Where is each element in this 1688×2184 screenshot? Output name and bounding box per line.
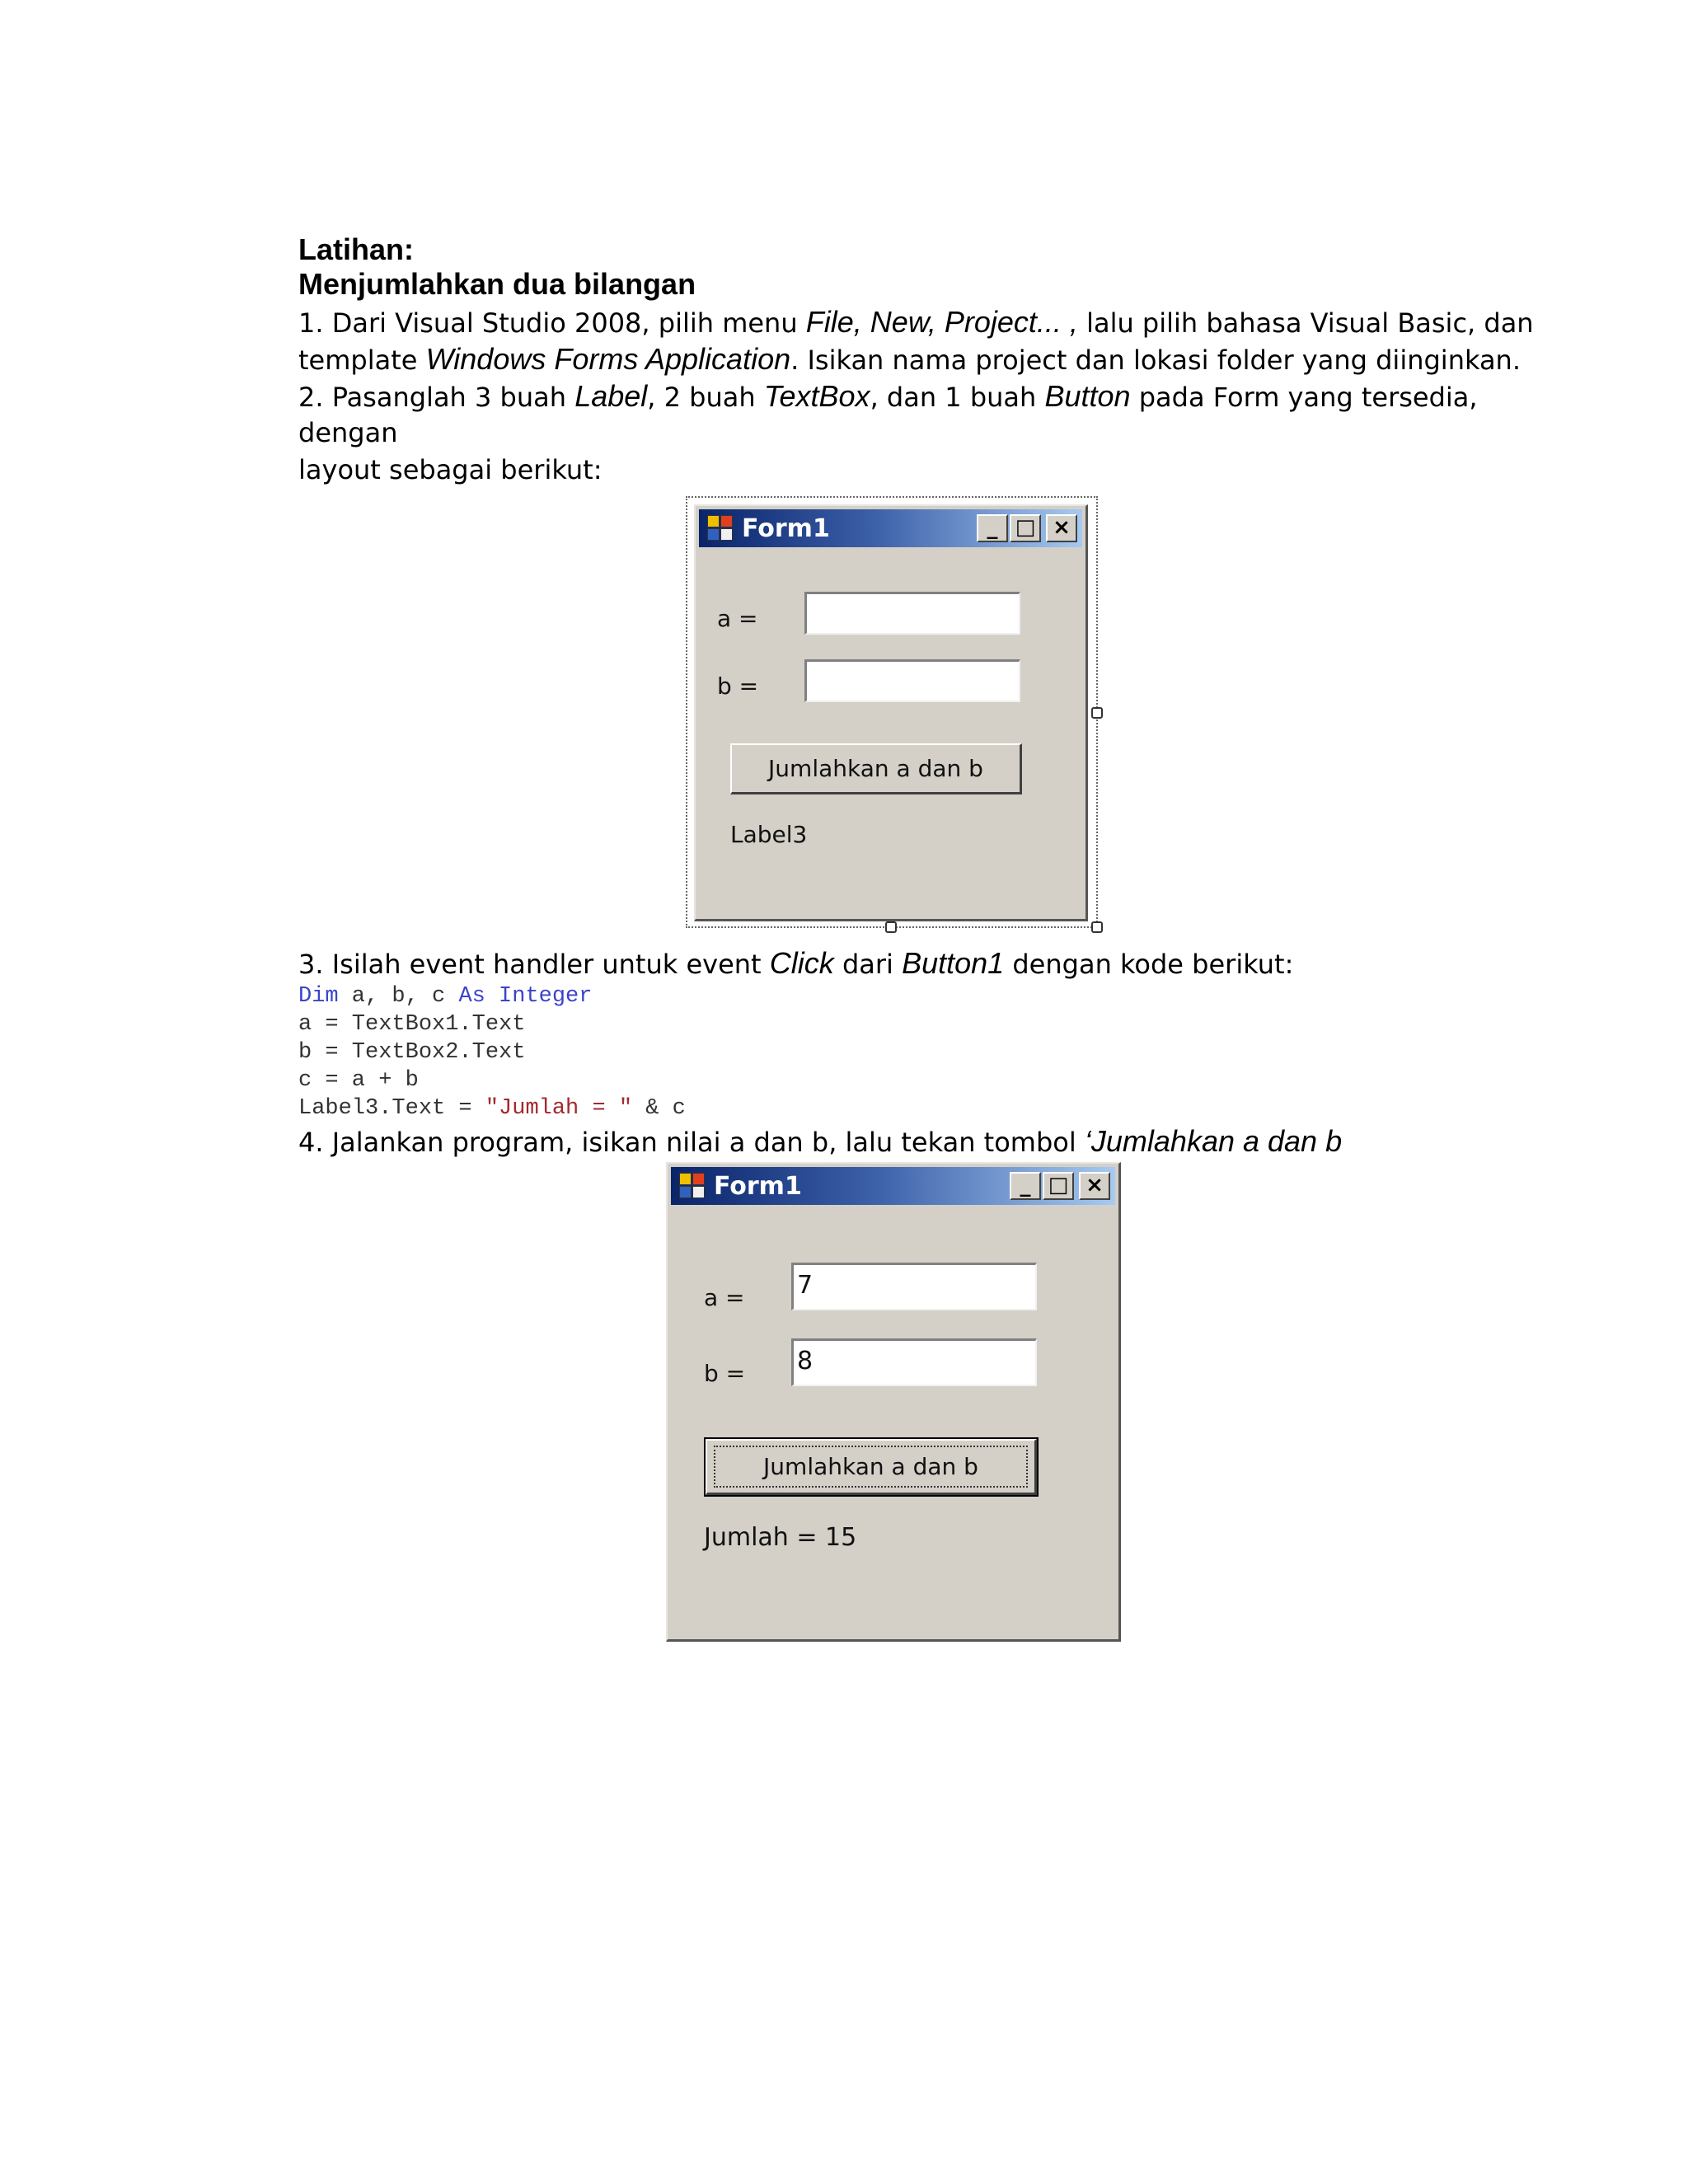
- button1-label: Jumlahkan a dan b: [768, 755, 983, 782]
- resize-handle-bottom[interactable]: [885, 921, 897, 933]
- heading-title: Menjumlahkan dua bilangan: [298, 267, 696, 301]
- form1-title: Form1: [742, 513, 830, 543]
- form-app-icon: [706, 513, 735, 543]
- step1-line2: [298, 340, 1521, 379]
- resize-handle-corner[interactable]: [1091, 921, 1103, 933]
- textbox1[interactable]: 7: [791, 1263, 1037, 1310]
- step2-text-b: , 2 buah: [647, 382, 764, 413]
- step3-text-b: dari: [833, 949, 903, 980]
- step4-button-name: ‘Jumlahkan a dan b: [1084, 1124, 1343, 1158]
- form-app-icon: [678, 1171, 707, 1201]
- code-keyword-dim: Dim: [298, 984, 339, 1009]
- step2-line3: layout sebagai berikut:: [298, 454, 603, 485]
- label-b: b =: [717, 673, 759, 700]
- step2-button-word: Button: [1044, 379, 1131, 413]
- step1-text-d: . Isikan nama project dan lokasi folder yang diinginkan.: [790, 344, 1521, 376]
- step3-line: [298, 944, 1452, 983]
- code-concat: & c: [632, 1096, 686, 1121]
- form1-titlebar[interactable]: [699, 509, 1082, 547]
- close-button[interactable]: ×: [1046, 514, 1077, 542]
- textbox1[interactable]: [804, 592, 1020, 635]
- form2-titlebar[interactable]: [671, 1167, 1115, 1205]
- maximize-button[interactable]: □: [1010, 514, 1041, 542]
- form1-designer: [686, 496, 1098, 933]
- code-vars: a, b, c: [338, 984, 459, 1009]
- minimize-button[interactable]: _: [1010, 1172, 1041, 1200]
- step3-control-name: Button1: [902, 946, 1005, 980]
- form1-window: [694, 504, 1088, 921]
- window-controls: [1010, 1172, 1110, 1200]
- step1-template-name: Windows Forms Application: [425, 342, 791, 376]
- resize-handle-right[interactable]: [1091, 707, 1103, 719]
- step2-text-d: pada Form yang tersedia,: [1130, 382, 1478, 413]
- step1-line1: [298, 303, 1534, 342]
- button1-sum[interactable]: [730, 743, 1022, 794]
- button-focus-ring: [714, 1446, 1028, 1488]
- heading-latihan: Latihan:: [298, 232, 414, 266]
- button1-label: Jumlahkan a dan b: [763, 1453, 978, 1480]
- form1-running-window: [666, 1162, 1121, 1642]
- step4-line: [298, 1122, 1452, 1161]
- step2-line2: dengan: [298, 417, 398, 448]
- step3-text-a: 3. Isilah event handler untuk event: [298, 949, 770, 980]
- textbox2[interactable]: [804, 659, 1020, 702]
- step1-menu-path: File, New, Project... ,: [805, 305, 1078, 339]
- label-a: a =: [717, 605, 758, 632]
- maximize-button[interactable]: □: [1043, 1172, 1074, 1200]
- textbox2[interactable]: 8: [791, 1338, 1037, 1386]
- step4-text-a: 4. Jalankan program, isikan nilai a dan b, lalu tekan tombol: [298, 1127, 1085, 1158]
- code-assign: Label3.Text =: [298, 1096, 485, 1121]
- step2-label-word: Label: [574, 379, 648, 413]
- step3-event-name: Click: [769, 946, 834, 980]
- close-button[interactable]: ×: [1079, 1172, 1110, 1200]
- code-keyword-integer: Integer: [499, 984, 593, 1009]
- code-line-2: a = TextBox1.Text: [298, 1012, 526, 1037]
- label-a: a =: [704, 1284, 745, 1311]
- code-line-3: b = TextBox2.Text: [298, 1040, 526, 1065]
- window-controls: [977, 514, 1077, 542]
- code-string: "Jumlah = ": [485, 1096, 633, 1121]
- form2-title: Form1: [714, 1171, 802, 1201]
- step3-text-c: dengan kode berikut:: [1004, 949, 1294, 980]
- label3: Label3: [730, 821, 808, 848]
- label3-result: Jumlah = 15: [704, 1523, 857, 1552]
- step2-textbox-word: TextBox: [763, 379, 870, 413]
- step2-text-a: 2. Pasanglah 3 buah: [298, 382, 575, 413]
- button1-sum[interactable]: [706, 1439, 1037, 1495]
- step2-text-c: , dan 1 buah: [870, 382, 1045, 413]
- code-space: [485, 984, 499, 1009]
- code-keyword-as: As: [458, 984, 485, 1009]
- step2-line1: [298, 377, 1478, 416]
- code-line-5: [298, 1094, 686, 1122]
- step1-text-b: lalu pilih bahasa Visual Basic, dan: [1077, 307, 1534, 339]
- minimize-button[interactable]: _: [977, 514, 1008, 542]
- step1-text-a: 1. Dari Visual Studio 2008, pilih menu: [298, 307, 806, 339]
- code-line-1: [298, 982, 592, 1010]
- step1-text-c: template: [298, 344, 426, 376]
- label-b: b =: [704, 1360, 746, 1387]
- code-line-4: c = a + b: [298, 1068, 419, 1093]
